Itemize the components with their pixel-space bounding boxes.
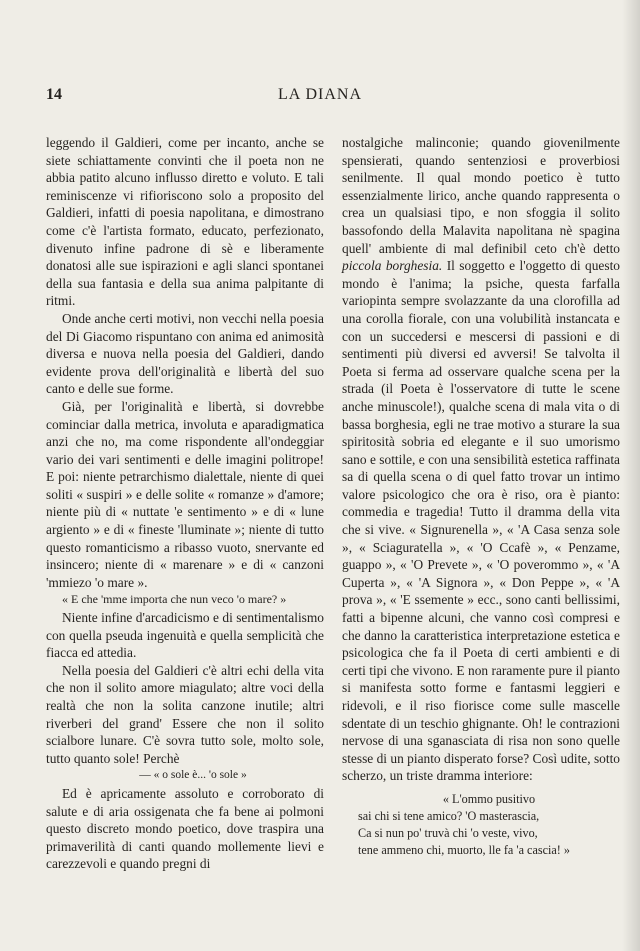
paragraph-text: nostalgiche malinconie; quando giovenilmente spensierati, quando sentenziosi e proverbiosi senilmente. Il qual mondo poetico è tutto essenzialmente lirico, anche quando rappresenta o crea un qualsiasi tipo, e non sfoggia il solito bassofondo della Malavita napolitana nè spagina quell' ambiente di mal definibil ceto ch'è detto [342,135,620,256]
paragraph-text: Il soggetto e l'oggetto di questo mondo è l'anima; la psiche, questa farfalla variopinta sempre svolazzante da una clorofilla ad una corolla fiorale, con una volubilità instancata e con un succedersi e mescersi di passioni e di sentimenti più diversi ed avversi! Se talvolta il Poeta si ferma ad osservare qualche scena per la strada (il Poeta è l'osservatore di tutte le scene anche minuscole!), qualche scena di mala vita o di bassa borghesia, egli ne trae motivo a sturare la sua spiritosità sobria ed elegante e il suo umorismo sano e sottile, e con una sensibilità estetica raffinata sa di quella scena o di quel fatto trovar un intimo valore psicologico che ora è riso, ora è pianto: commedia e tragedia! Tutto il dramma della vita che si vive. « Signurenella », « 'A Casa senza sole », « Sciaguratella », « 'O Ccafè », « Penzame, guappo », « 'O Prevete », « 'O poverommo », « 'A Cuperta », « 'A Signora », « Don Peppe », « 'A prova », « 'E ssemente » ecc., sono canti bellissimi, fatti a bipenne alcuni, che vanno così compresi e che danno la caratteristica interpretazione estetica e psicologica che fa il Poeta di certi ambienti e di certi tipi che vivono. E non raramente pure il pianto si manifesta sotto forme e fantasmi leggieri e ridevoli, e il riso fiorisce come sulle mascelle sdentate di un teschio ghignante. Oh! le contrazioni nervose di una sganasciata di risa non sono quelle stesse di un pianto disperato forse? Così udite, sotto scherzo, un triste dramma interiore: [342,258,620,784]
page-number: 14 [46,86,62,103]
right-column [342,134,620,859]
page-header [38,86,602,108]
left-column [46,134,324,873]
verse-line: tene ammeno chi, muorto, lle fa 'a cascia! » [358,842,571,857]
paragraph: leggendo il Galdieri, come per incanto, anche se siete schiattamente convinti che il poeta non ne abbia patito alcuno influsso diretto e voluto. E tali reminiscenze vi rifioriscono solo a proposito del Galdieri, infatti di poesia napolitana, e dimostrano come c'è l'artista formato, educato, perfezionato, divenuto infine padrone di sè e liberamente donatosi alle sue ispirazioni e agli slanci spontanei della sua fantasia e della sua anima palpitante di ritmi. [46,135,324,309]
verse-line: Ca si nun po' truvà chi 'o veste, vivo, [358,825,538,840]
verse-line: « L'ommo pusitivo [442,791,536,806]
paragraph: Onde anche certi motivi, non vecchi nella poesia del Di Giacomo rispuntano con anima ed animosità diversa e nuova nella poesia del Galdieri, dando evidente prova dell'originalità e libertà del suo canto e delle sue forme. [46,310,324,397]
quotation: — « o sole è... 'o sole » [139,769,247,782]
paragraph: Niente infine d'arcadicismo e di sentimentalismo con quella pseuda ingenuità e quella semplicità che fiacca ed attedia. [46,610,324,661]
paragraph [342,134,620,785]
italic-phrase: piccola borghesia. [342,258,443,274]
journal-title: LA DIANA [278,86,362,103]
verse-line: sai chi si tene amico? 'O masterascia, [358,808,540,823]
paragraph: Ed è apricamente assoluto e corroborato di salute e di aria ossigenata che fa bene ai polmoni questo discreto mondo poetico, dove traspira una primaverilità di canti quando mollemente lievi e carezzevoli e quando pregni di [46,785,324,872]
paragraph: Già, per l'originalità e libertà, si dovrebbe cominciar dalla metrica, involuta e aparadigmatica anzi che no, ma come rispondente all'ondeggiar vario dei vari sentimenti e delle imagini politrope! E poi: niente petrarchismo dialettale, niente di quei soliti « suspiri » e delle solite « romanze » d'amore; niente più di « nuttate 'e sentimento » e di « lune argiento » e di « fineste 'lluminate »; niente di tutto questo romanticismo a ribasso vuoto, snervante ed insincero; niente di « marenare » e di « canzoni 'mmiezo 'o mare ». [46,398,324,590]
quotation: « E che 'mme importa che nun veco 'o mare? » [62,592,287,607]
page-edge-shadow [622,0,640,951]
paragraph: Nella poesia del Galdieri c'è altri echi della vita che non il solito amore miagulato; altre voci della realtà che non la solita canzone inutile; altri riverberi del grand' Essere che non il solito scialbore lunare. C'è sovra tutto sole, molto sole, tutto quanto sole! Perchè [46,662,324,766]
